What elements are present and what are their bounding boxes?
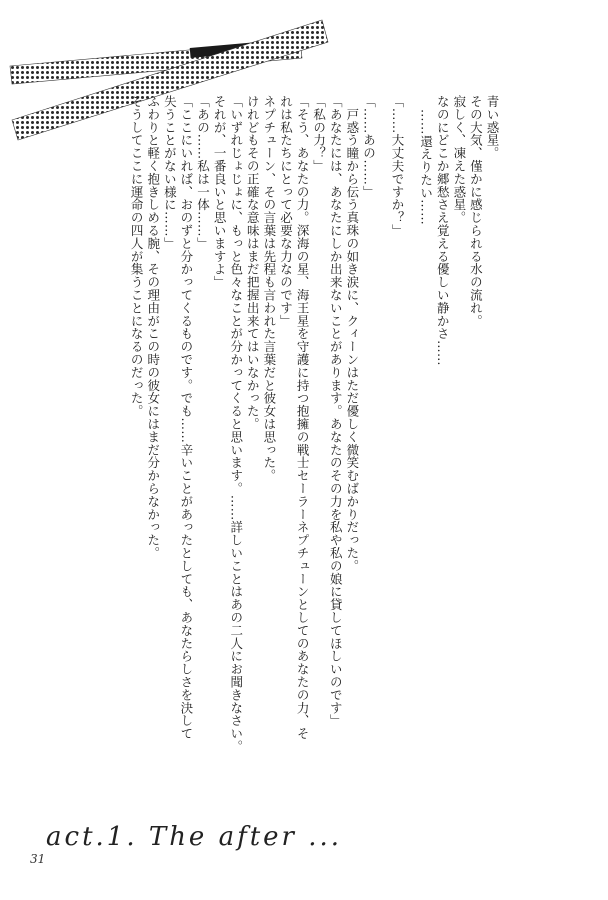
text-line: 「……大丈夫ですか？」 <box>390 95 406 237</box>
text-line: 「ここにいれば、おのずと分かってくるものです。でも……辛いことがあったとしても、あなたらしさを決して <box>178 95 194 740</box>
text-line: ネプチューン、その言葉は先程も言われた言葉だと彼女は思った。 <box>261 95 277 482</box>
text-line: けれどもその正確な意味はまだ把握出来てはいなかった。 <box>245 95 261 431</box>
text-line: それが、一番良いと思いますよ」 <box>212 95 228 289</box>
vertical-text-body <box>116 95 500 785</box>
text-line: 戸惑う瞳から伝う真珠の如き涙に、クィーンはただ優しく微笑むばかりだった。 <box>344 95 360 573</box>
text-line: 「あの……私は一体……」 <box>195 95 211 250</box>
text-line: なのにどこか郷愁さえ覚える優しい静かさ…… <box>435 95 451 366</box>
page-number: 31 <box>30 852 46 866</box>
text-line: 「いずれじょじょに、もっと色々なことが分かってくると思います。……詳しいことはあの二人にお聞きなさい。 <box>228 95 244 753</box>
text-line: 失うことがない様に……」 <box>162 95 178 250</box>
text-line: 「あなたには、あなたにしか出来ないことがあります。あなたのその力を私や私の娘に貸してほしいのです」 <box>328 95 344 728</box>
text-line: その大気、僅かに感じられる水の流れ。 <box>468 95 484 328</box>
text-line: 寂しく、凍えた惑星。 <box>451 95 467 224</box>
text-line: そうしてここに運命の四人が集うことになるのだった。 <box>129 95 145 418</box>
text-line: 「……あの……」 <box>361 95 377 199</box>
text-line: 「私の力？」 <box>311 95 327 173</box>
text-line: 「そう、あなたの力。深海の星、海王星を守護に持つ抱擁の戦士セーラーネプチューンとしてのあなたの力、そ <box>295 95 311 740</box>
chapter-title: act.1. The after ... <box>46 822 343 852</box>
text-line: ふわりと軽く抱きしめる腕、その理由がこの時の彼女にはまだ分からなかった。 <box>145 95 161 560</box>
text-line: れは私たちにとって必要な力なのです」 <box>278 95 294 328</box>
text-line: ……還えりたい…… <box>418 109 434 226</box>
text-line: 青い惑星。 <box>485 95 500 160</box>
